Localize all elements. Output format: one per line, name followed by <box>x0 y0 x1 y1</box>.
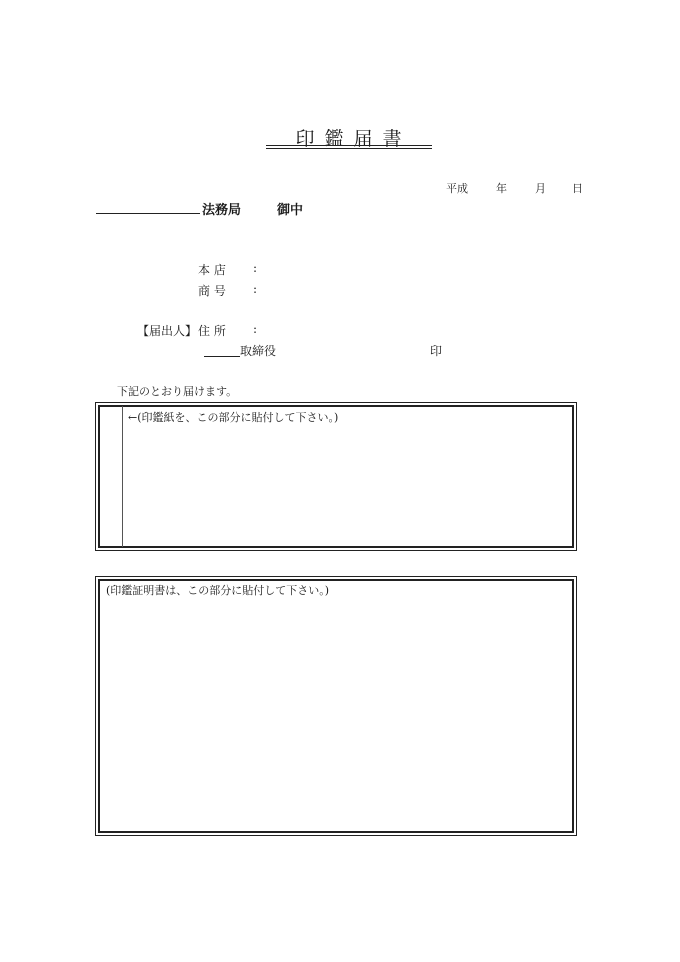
seal-box-note: ←(印鑑紙を、この部分に貼付して下さい。) <box>128 411 339 424</box>
date-day: 日 <box>572 182 583 195</box>
title-double-underline <box>266 145 432 149</box>
certificate-paste-box-inner-border <box>98 579 574 833</box>
applicant-address-colon: : <box>253 322 258 336</box>
addressee-blank-line <box>96 213 200 214</box>
role-blank-line <box>204 356 240 357</box>
intro-text: 下記のとおり届けます。 <box>117 385 238 398</box>
certificate-box-note: (印鑑証明書は、この部分に貼付して下さい。) <box>106 584 330 597</box>
addressee-office: 法務局 <box>202 203 242 218</box>
applicant-role: 取締役 <box>240 344 277 358</box>
date-era: 平成 <box>446 182 468 195</box>
applicant-address-label: 住 所 <box>198 324 226 338</box>
certificate-paste-box <box>95 576 577 836</box>
head-office-colon: : <box>253 261 258 275</box>
date-month: 月 <box>535 182 546 195</box>
applicant-label: 【届出人】 <box>137 324 198 338</box>
date-year: 年 <box>496 182 507 195</box>
seal-paste-box-inner-border <box>98 405 574 548</box>
trade-name-colon: : <box>253 282 258 296</box>
seal-mark: 印 <box>430 344 443 358</box>
addressee-honorific: 御中 <box>277 203 304 218</box>
page-title: 印 鑑 届 書 <box>295 128 404 150</box>
seal-box-divider <box>122 406 123 547</box>
trade-name-label: 商 号 <box>198 284 226 298</box>
head-office-label: 本 店 <box>198 263 226 277</box>
